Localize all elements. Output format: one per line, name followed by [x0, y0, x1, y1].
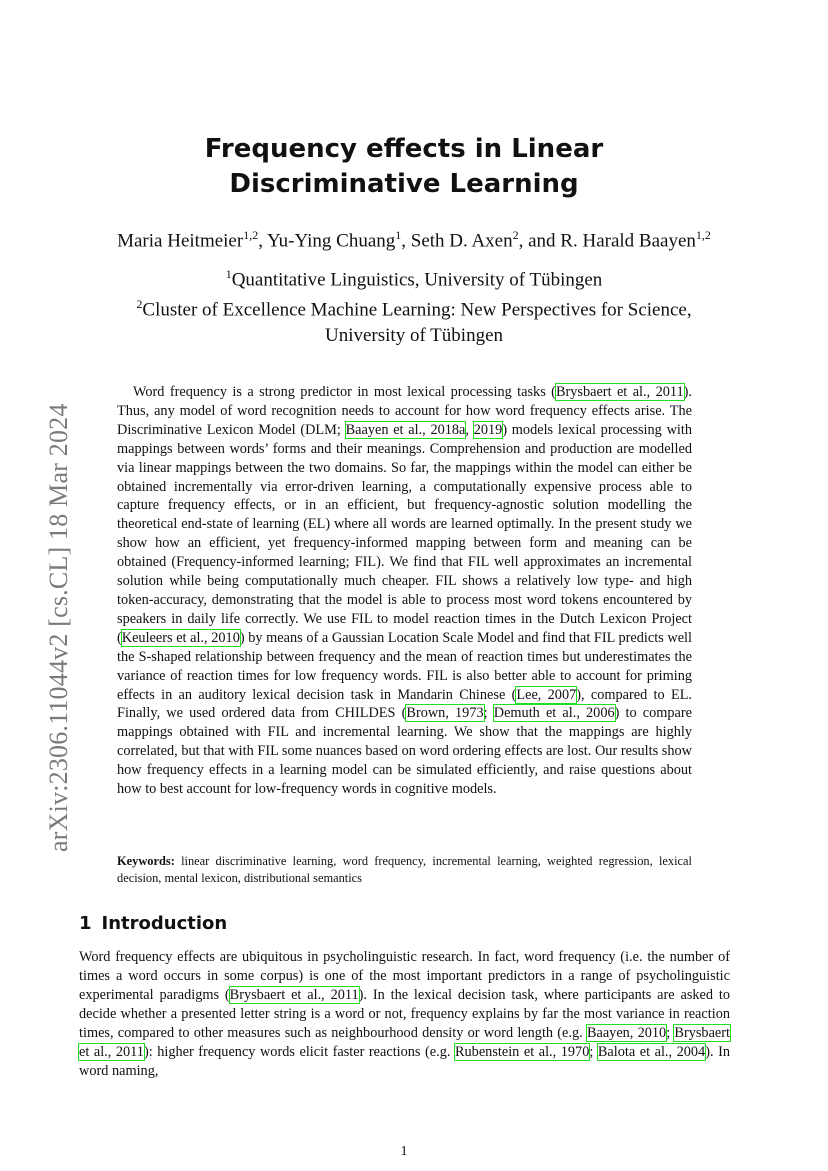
- author-affiliation-mark: 1: [395, 228, 402, 242]
- citation-link[interactable]: 2019: [473, 421, 503, 438]
- citation-link[interactable]: Brysbaert et al., 2011: [229, 987, 359, 1003]
- affiliation-line: $^1$Quantitative Linguistics, University of Tübingen: [225, 267, 603, 291]
- keywords: [117, 853, 692, 887]
- keywords-text: linear discriminative learning, word frequency, incremental learning, weighted regression, lexical decision, mental lexicon, distributional semantics: [117, 854, 692, 885]
- section-heading: [79, 911, 227, 937]
- author-affiliation-mark: 2: [512, 228, 519, 242]
- citation-link[interactable]: Rubenstein et al., 1970: [455, 1044, 590, 1060]
- citation-link[interactable]: Baayen et al., 2018a: [345, 421, 466, 438]
- intro-paragraph: Word frequency effects are ubiquitous in psycholinguistic research. In fact, word frequency (i.e. the number of times a word occurs in some corpus) is one of the most important predictors in a range of psycholinguistic experimental paradigms (Brysbaert et al., 2011). In the lexical decision task, where participants are asked to decide whether a presented letter string is a word or not, frequency explains by far the most variance in reaction times, compared to other measures such as neighbourhood density or word length (e.g. Baayen, 2010; Brysbaert et al., 2011): higher frequency words elicit faster reactions (e.g. Rubenstein et al., 1970; Balota et al., 2004). In word naming,: [79, 949, 731, 1079]
- citation-link[interactable]: Demuth et al., 2006: [493, 705, 615, 722]
- arxiv-stamp[interactable]: [0, 362, 73, 852]
- affiliations: [60, 262, 768, 348]
- author-affiliation-mark: 1,2: [695, 228, 711, 242]
- abstract: Word frequency is a strong predictor in most lexical processing tasks (Brysbaert et al., 2011). Thus, any model of word recognition needs to account for how word frequency effects arise. The Discriminative Lexicon Model (DLM; Baayen et al., 2018a, 2019) models lexical processing with mappings between words’ forms and their meanings. Comprehension and production are modelled via linear mappings between the two domains. So far, the mappings within the model can either be obtained incrementally via error-driven learning, a computationally expensive process able to capture frequency effects, or in an efficient, but frequency-agnostic solution modelling the theoretical end-state of learning (EL) where all words are learned optimally. In the present study we show how an efficient, yet frequency-informed mapping between form and meaning can be obtained (Frequency-informed learning; FIL). We find that FIL well approximates an incremental solution while being computationally much cheaper. FIL shows a relatively low type- and high token-accuracy, demonstrating that the model is able to process most word tokens encountered by speakers in daily life correctly. We use FIL to model reaction times in the Dutch Lexicon Project (Keuleers et al., 2010) by means of a Gaussian Location Scale Model and find that FIL predicts well the S-shaped relationship between frequency and the mean of reaction times but underestimates the variance of reaction times for low frequency words. FIL is also better able to account for priming effects in an auditory lexical decision task in Mandarin Chinese (Lee, 2007), compared to EL. Finally, we used ordered data from CHILDES (Brown, 1973; Demuth et al., 2006) to compare mappings obtained with FIL and incremental learning. We show that the mappings are highly correlated, but that with FIL some nuances based on word ordering effects are lost. Our results show how frequency effects in a learning model can be simulated efficiently, and raise questions about how to best account for low-frequency words in cognitive models.: [117, 384, 692, 798]
- citation-link[interactable]: Keuleers et al., 2010: [121, 629, 240, 646]
- author-name: Seth D. Axen: [410, 230, 513, 252]
- citation-link[interactable]: Baayen, 2010: [586, 1025, 667, 1041]
- arxiv-stamp-text: arXiv:2306.11044v2 [cs.CL] 18 Mar 2024: [44, 403, 73, 852]
- citation-link[interactable]: Balota et al., 2004: [597, 1044, 706, 1060]
- author-name: Yu-Ying Chuang: [267, 230, 396, 252]
- author-affiliation-mark: 1,2: [243, 228, 259, 242]
- keywords-label: Keywords:: [117, 854, 175, 868]
- affiliation-line: $^2$Cluster of Excellence Machine Learning: New Perspectives for Science,: [136, 297, 692, 321]
- section-number: 1: [79, 913, 92, 934]
- author-name: Maria Heitmeier: [117, 230, 244, 252]
- citation-link[interactable]: Brown, 1973: [406, 705, 484, 722]
- author-list: Maria Heitmeier$^{1,2}$, Yu-Ying Chuang$^1$, Seth D. Axen$^2$, and R. Harald Baayen$^{1,2}$: [117, 228, 711, 252]
- page-number: 1: [400, 1144, 408, 1159]
- citation-link[interactable]: Brysbaert et al., 2011: [555, 384, 684, 400]
- citation-link[interactable]: Brysbaert et al., 2011: [79, 1025, 730, 1060]
- affiliation-line: University of Tübingen: [324, 324, 503, 346]
- paper-title: Frequency effects in Linear Discriminative Learning: [204, 134, 604, 199]
- citation-link[interactable]: Lee, 2007: [516, 686, 577, 703]
- author-name: R. Harald Baayen: [560, 230, 696, 252]
- section-title: Introduction: [101, 913, 228, 934]
